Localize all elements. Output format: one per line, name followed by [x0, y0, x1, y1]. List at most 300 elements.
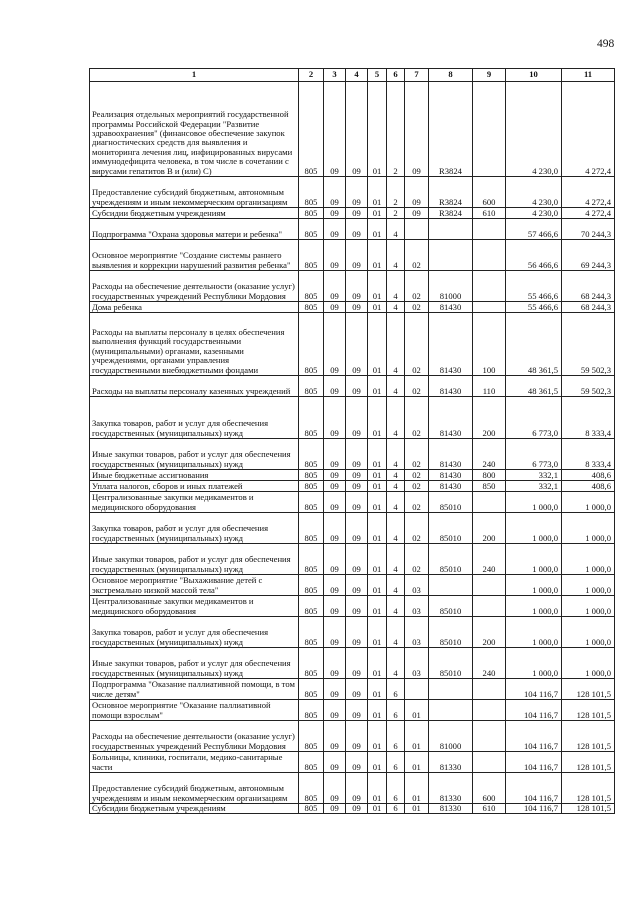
cell-amount-year-2: 69 244,3: [562, 240, 615, 271]
cell-item-name: Централизованные закупки медикаментов и медицинского оборудования: [90, 596, 299, 617]
cell-code-event: 03: [405, 617, 429, 648]
cell-code-expense-type: [473, 596, 506, 617]
cell-item-name: Основное мероприятие "Оказание паллиативной помощи взрослым": [90, 700, 299, 721]
cell-amount-year-1: 1 000,0: [506, 575, 562, 596]
cell-code-program: 01: [368, 721, 387, 752]
cell-code-subsection: 09: [346, 648, 368, 679]
cell-code-expense-type: [473, 752, 506, 773]
cell-code-expense-type: 240: [473, 544, 506, 575]
cell-code-department: 805: [299, 617, 324, 648]
cell-code-event: 03: [405, 596, 429, 617]
cell-code-direction: 81430: [429, 439, 473, 470]
cell-code-department: 805: [299, 302, 324, 313]
cell-amount-year-2: 59 502,3: [562, 376, 615, 397]
cell-amount-year-1: 55 466,6: [506, 271, 562, 302]
cell-code-event: 02: [405, 376, 429, 397]
cell-code-department: 805: [299, 376, 324, 397]
cell-item-name: Дома ребенка: [90, 302, 299, 313]
cell-item-name: Иные бюджетные ассигнования: [90, 470, 299, 481]
cell-code-subprogram: 4: [387, 376, 405, 397]
cell-code-section: 09: [324, 700, 346, 721]
cell-code-subsection: 09: [346, 302, 368, 313]
column-header-5: 5: [368, 69, 387, 82]
cell-code-subprogram: 4: [387, 648, 405, 679]
cell-code-subprogram: 6: [387, 804, 405, 814]
column-header-9: 9: [473, 69, 506, 82]
cell-code-section: 09: [324, 513, 346, 544]
cell-item-name: Основное мероприятие "Создание системы раннего выявления и коррекции нарушений развития ребенка": [90, 240, 299, 271]
cell-code-section: 09: [324, 82, 346, 177]
cell-code-program: 01: [368, 219, 387, 240]
cell-code-event: 03: [405, 648, 429, 679]
page-number: 498: [597, 38, 615, 50]
cell-code-expense-type: 100: [473, 313, 506, 376]
cell-code-department: 805: [299, 177, 324, 208]
header-row: [90, 69, 615, 82]
cell-code-section: 09: [324, 470, 346, 481]
table-row: [90, 271, 615, 302]
cell-code-department: 805: [299, 470, 324, 481]
table-row: [90, 752, 615, 773]
cell-code-event: 09: [405, 82, 429, 177]
table-row: [90, 773, 615, 804]
cell-code-event: 02: [405, 397, 429, 439]
cell-item-name: Расходы на выплаты персоналу в целях обеспечения выполнения функций государственными (муниципальными) органами, казенными учреждениями, органами управления государственными внебюджетными фондами: [90, 313, 299, 376]
cell-code-direction: 81430: [429, 470, 473, 481]
cell-code-direction: [429, 240, 473, 271]
cell-code-direction: 81000: [429, 271, 473, 302]
cell-amount-year-1: 1 000,0: [506, 617, 562, 648]
cell-code-subsection: 09: [346, 271, 368, 302]
cell-code-section: 09: [324, 721, 346, 752]
cell-code-event: 01: [405, 721, 429, 752]
cell-code-expense-type: [473, 219, 506, 240]
cell-code-subsection: 09: [346, 439, 368, 470]
cell-amount-year-2: 128 101,5: [562, 679, 615, 700]
cell-code-subsection: 09: [346, 596, 368, 617]
cell-code-department: 805: [299, 773, 324, 804]
cell-code-program: 01: [368, 240, 387, 271]
cell-code-department: 805: [299, 82, 324, 177]
table-row: [90, 575, 615, 596]
cell-code-subprogram: 2: [387, 82, 405, 177]
cell-code-program: 01: [368, 481, 387, 492]
cell-code-subsection: 09: [346, 376, 368, 397]
cell-code-subsection: 09: [346, 240, 368, 271]
cell-code-subprogram: 4: [387, 439, 405, 470]
cell-code-section: 09: [324, 302, 346, 313]
cell-amount-year-2: 128 101,5: [562, 700, 615, 721]
cell-code-event: 02: [405, 313, 429, 376]
column-header-6: 6: [387, 69, 405, 82]
cell-amount-year-1: 1 000,0: [506, 596, 562, 617]
table-row: [90, 470, 615, 481]
cell-item-name: Расходы на обеспечение деятельности (оказание услуг) государственных учреждений Республики Мордовия: [90, 271, 299, 302]
cell-code-program: 01: [368, 596, 387, 617]
cell-code-expense-type: [473, 575, 506, 596]
cell-amount-year-2: 128 101,5: [562, 773, 615, 804]
cell-code-department: 805: [299, 544, 324, 575]
cell-code-department: 805: [299, 481, 324, 492]
cell-amount-year-1: 104 116,7: [506, 773, 562, 804]
table-row: [90, 302, 615, 313]
cell-code-program: 01: [368, 804, 387, 814]
cell-amount-year-1: 1 000,0: [506, 513, 562, 544]
cell-code-subsection: 09: [346, 219, 368, 240]
cell-code-section: 09: [324, 773, 346, 804]
cell-item-name: Субсидии бюджетным учреждениям: [90, 804, 299, 814]
column-header-8: 8: [429, 69, 473, 82]
cell-item-name: Подпрограмма "Оказание паллиативной помощи, в том числе детям": [90, 679, 299, 700]
cell-amount-year-2: 4 272,4: [562, 208, 615, 219]
cell-code-expense-type: 800: [473, 470, 506, 481]
table-row: [90, 513, 615, 544]
cell-code-program: 01: [368, 82, 387, 177]
cell-code-expense-type: [473, 82, 506, 177]
cell-code-expense-type: [473, 700, 506, 721]
cell-amount-year-1: 4 230,0: [506, 82, 562, 177]
cell-code-event: [405, 219, 429, 240]
cell-amount-year-2: 59 502,3: [562, 313, 615, 376]
cell-amount-year-2: 1 000,0: [562, 617, 615, 648]
cell-code-subsection: 09: [346, 773, 368, 804]
cell-code-program: 01: [368, 376, 387, 397]
table-row: [90, 617, 615, 648]
cell-code-direction: 81430: [429, 481, 473, 492]
cell-item-name: Расходы на обеспечение деятельности (оказание услуг) государственных учреждений Республики Мордовия: [90, 721, 299, 752]
cell-code-expense-type: 200: [473, 397, 506, 439]
cell-code-direction: R3824: [429, 177, 473, 208]
cell-code-direction: R3824: [429, 82, 473, 177]
cell-amount-year-2: 128 101,5: [562, 752, 615, 773]
cell-code-program: 01: [368, 208, 387, 219]
cell-code-section: 09: [324, 492, 346, 513]
cell-amount-year-2: 1 000,0: [562, 596, 615, 617]
cell-code-direction: 85010: [429, 648, 473, 679]
cell-code-subprogram: 4: [387, 617, 405, 648]
cell-code-program: 01: [368, 470, 387, 481]
cell-amount-year-1: 6 773,0: [506, 439, 562, 470]
cell-code-subsection: 09: [346, 208, 368, 219]
cell-code-section: 09: [324, 219, 346, 240]
cell-code-subprogram: 4: [387, 397, 405, 439]
cell-code-event: 01: [405, 752, 429, 773]
cell-code-event: 02: [405, 439, 429, 470]
cell-code-expense-type: 610: [473, 208, 506, 219]
table-row: [90, 240, 615, 271]
cell-code-section: 09: [324, 804, 346, 814]
cell-code-subprogram: 4: [387, 302, 405, 313]
cell-code-section: 09: [324, 271, 346, 302]
cell-code-program: 01: [368, 617, 387, 648]
cell-code-program: 01: [368, 492, 387, 513]
table-row: [90, 177, 615, 208]
cell-code-event: 02: [405, 544, 429, 575]
cell-code-program: 01: [368, 439, 387, 470]
cell-code-event: 03: [405, 575, 429, 596]
cell-code-subprogram: 6: [387, 679, 405, 700]
cell-code-direction: 81430: [429, 313, 473, 376]
cell-code-section: 09: [324, 240, 346, 271]
cell-code-subsection: 09: [346, 804, 368, 814]
cell-code-program: 01: [368, 177, 387, 208]
cell-code-department: 805: [299, 397, 324, 439]
cell-code-direction: [429, 575, 473, 596]
cell-code-direction: 85010: [429, 513, 473, 544]
cell-code-department: 805: [299, 513, 324, 544]
cell-amount-year-1: 56 466,6: [506, 240, 562, 271]
cell-code-subsection: 09: [346, 313, 368, 376]
cell-item-name: Реализация отдельных мероприятий государственной программы Российской Федерации "Развитие здравоохранения" (финансовое обеспечение закупок диагностических средств для выявления и мониторинга лечения лиц, инфицированных вирусами иммунодефицита человека, в том числе в сочетании с вирусами гепатитов B и (или) C): [90, 82, 299, 177]
cell-code-subprogram: 4: [387, 544, 405, 575]
cell-code-section: 09: [324, 617, 346, 648]
cell-item-name: Расходы на выплаты персоналу казенных учреждений: [90, 376, 299, 397]
cell-code-department: 805: [299, 804, 324, 814]
table-body: [90, 82, 615, 814]
cell-code-expense-type: [473, 721, 506, 752]
cell-code-program: 01: [368, 575, 387, 596]
table-row: [90, 804, 615, 814]
cell-amount-year-1: 48 361,5: [506, 376, 562, 397]
cell-code-direction: 81430: [429, 302, 473, 313]
cell-code-subprogram: 4: [387, 219, 405, 240]
cell-code-event: 09: [405, 208, 429, 219]
cell-code-direction: 85010: [429, 596, 473, 617]
cell-code-direction: 81330: [429, 804, 473, 814]
cell-code-section: 09: [324, 481, 346, 492]
cell-code-section: 09: [324, 208, 346, 219]
cell-code-expense-type: [473, 302, 506, 313]
cell-code-department: 805: [299, 313, 324, 376]
cell-code-subprogram: 4: [387, 513, 405, 544]
cell-amount-year-2: 68 244,3: [562, 302, 615, 313]
cell-amount-year-2: 70 244,3: [562, 219, 615, 240]
column-header-3: 3: [324, 69, 346, 82]
cell-code-department: 805: [299, 240, 324, 271]
cell-item-name: Централизованные закупки медикаментов и медицинского оборудования: [90, 492, 299, 513]
cell-code-subprogram: 4: [387, 240, 405, 271]
cell-code-expense-type: 600: [473, 177, 506, 208]
cell-code-expense-type: 240: [473, 439, 506, 470]
cell-code-direction: [429, 679, 473, 700]
cell-amount-year-2: 1 000,0: [562, 544, 615, 575]
cell-code-department: 805: [299, 752, 324, 773]
cell-code-program: 01: [368, 648, 387, 679]
column-header-4: 4: [346, 69, 368, 82]
cell-amount-year-2: 8 333,4: [562, 439, 615, 470]
table-row: [90, 208, 615, 219]
cell-code-event: 09: [405, 177, 429, 208]
cell-code-department: 805: [299, 700, 324, 721]
table-row: [90, 376, 615, 397]
cell-code-direction: 81330: [429, 752, 473, 773]
cell-item-name: Основное мероприятие "Выхаживание детей с экстремально низкой массой тела": [90, 575, 299, 596]
cell-item-name: Иные закупки товаров, работ и услуг для обеспечения государственных (муниципальных) нужд: [90, 648, 299, 679]
table-row: [90, 439, 615, 470]
cell-item-name: Предоставление субсидий бюджетным, автономным учреждениям и иным некоммерческим организациям: [90, 773, 299, 804]
cell-amount-year-2: 408,6: [562, 481, 615, 492]
cell-amount-year-1: 104 116,7: [506, 679, 562, 700]
cell-code-event: 02: [405, 481, 429, 492]
cell-amount-year-1: 57 466,6: [506, 219, 562, 240]
cell-code-section: 09: [324, 752, 346, 773]
cell-code-subprogram: 4: [387, 271, 405, 302]
cell-code-event: 02: [405, 302, 429, 313]
table-row: [90, 679, 615, 700]
cell-amount-year-2: 408,6: [562, 470, 615, 481]
cell-code-expense-type: 240: [473, 648, 506, 679]
cell-code-direction: R3824: [429, 208, 473, 219]
cell-code-direction: [429, 219, 473, 240]
cell-code-subprogram: 4: [387, 596, 405, 617]
cell-code-program: 01: [368, 752, 387, 773]
cell-code-subprogram: 6: [387, 773, 405, 804]
column-header-2: 2: [299, 69, 324, 82]
cell-code-event: 02: [405, 240, 429, 271]
cell-code-subsection: 09: [346, 752, 368, 773]
cell-code-subsection: 09: [346, 575, 368, 596]
cell-code-department: 805: [299, 219, 324, 240]
cell-code-program: 01: [368, 700, 387, 721]
cell-code-event: 02: [405, 513, 429, 544]
cell-amount-year-1: 55 466,6: [506, 302, 562, 313]
cell-code-direction: [429, 700, 473, 721]
column-header-10: 10: [506, 69, 562, 82]
table-row: [90, 397, 615, 439]
cell-code-subprogram: 6: [387, 721, 405, 752]
table-row: [90, 544, 615, 575]
cell-code-department: 805: [299, 439, 324, 470]
cell-amount-year-1: 4 230,0: [506, 208, 562, 219]
table-row: [90, 492, 615, 513]
cell-code-department: 805: [299, 679, 324, 700]
cell-item-name: Закупка товаров, работ и услуг для обеспечения государственных (муниципальных) нужд: [90, 617, 299, 648]
cell-code-subsection: 09: [346, 481, 368, 492]
cell-code-program: 01: [368, 302, 387, 313]
cell-item-name: Субсидии бюджетным учреждениям: [90, 208, 299, 219]
cell-code-subsection: 09: [346, 679, 368, 700]
cell-code-event: 01: [405, 773, 429, 804]
budget-table: [89, 68, 615, 814]
cell-code-subsection: 09: [346, 492, 368, 513]
table-row: [90, 648, 615, 679]
cell-code-section: 09: [324, 596, 346, 617]
cell-code-section: 09: [324, 575, 346, 596]
cell-amount-year-1: 332,1: [506, 470, 562, 481]
cell-code-department: 805: [299, 721, 324, 752]
cell-code-direction: 85010: [429, 617, 473, 648]
cell-amount-year-1: 1 000,0: [506, 544, 562, 575]
cell-code-department: 805: [299, 271, 324, 302]
cell-item-name: Закупка товаров, работ и услуг для обеспечения государственных (муниципальных) нужд: [90, 397, 299, 439]
cell-code-subprogram: 6: [387, 700, 405, 721]
cell-item-name: Подпрограмма "Охрана здоровья матери и ребенка": [90, 219, 299, 240]
cell-amount-year-2: 1 000,0: [562, 575, 615, 596]
cell-amount-year-2: 8 333,4: [562, 397, 615, 439]
cell-code-expense-type: 610: [473, 804, 506, 814]
cell-code-program: 01: [368, 544, 387, 575]
cell-code-department: 805: [299, 596, 324, 617]
cell-code-subprogram: 4: [387, 481, 405, 492]
cell-amount-year-1: 332,1: [506, 481, 562, 492]
cell-code-department: 805: [299, 575, 324, 596]
cell-code-section: 09: [324, 397, 346, 439]
column-header-1: 1: [90, 69, 299, 82]
cell-code-section: 09: [324, 648, 346, 679]
cell-code-subprogram: 4: [387, 575, 405, 596]
cell-code-subsection: 09: [346, 617, 368, 648]
table-row: [90, 721, 615, 752]
table-row: [90, 700, 615, 721]
cell-code-expense-type: [473, 679, 506, 700]
cell-code-direction: 85010: [429, 492, 473, 513]
cell-code-department: 805: [299, 208, 324, 219]
cell-code-subsection: 09: [346, 177, 368, 208]
cell-amount-year-2: 1 000,0: [562, 492, 615, 513]
cell-code-subprogram: 4: [387, 492, 405, 513]
cell-code-event: 01: [405, 700, 429, 721]
cell-amount-year-1: 1 000,0: [506, 648, 562, 679]
cell-item-name: Иные закупки товаров, работ и услуг для обеспечения государственных (муниципальных) нужд: [90, 544, 299, 575]
cell-amount-year-1: 104 116,7: [506, 804, 562, 814]
cell-code-program: 01: [368, 679, 387, 700]
cell-code-subsection: 09: [346, 700, 368, 721]
cell-code-subsection: 09: [346, 513, 368, 544]
table-row: [90, 82, 615, 177]
cell-code-subprogram: 2: [387, 208, 405, 219]
cell-amount-year-1: 1 000,0: [506, 492, 562, 513]
cell-code-section: 09: [324, 376, 346, 397]
cell-amount-year-1: 104 116,7: [506, 721, 562, 752]
cell-amount-year-1: 6 773,0: [506, 397, 562, 439]
cell-code-expense-type: 110: [473, 376, 506, 397]
cell-code-subprogram: 4: [387, 470, 405, 481]
cell-amount-year-2: 1 000,0: [562, 513, 615, 544]
cell-code-program: 01: [368, 773, 387, 804]
cell-amount-year-2: 4 272,4: [562, 82, 615, 177]
cell-amount-year-1: 4 230,0: [506, 177, 562, 208]
cell-code-subsection: 09: [346, 721, 368, 752]
cell-item-name: Закупка товаров, работ и услуг для обеспечения государственных (муниципальных) нужд: [90, 513, 299, 544]
cell-code-direction: 85010: [429, 544, 473, 575]
cell-code-section: 09: [324, 313, 346, 376]
cell-code-subprogram: 4: [387, 313, 405, 376]
cell-code-expense-type: 200: [473, 617, 506, 648]
cell-amount-year-2: 4 272,4: [562, 177, 615, 208]
cell-code-event: [405, 679, 429, 700]
cell-code-department: 805: [299, 492, 324, 513]
cell-code-expense-type: 850: [473, 481, 506, 492]
cell-amount-year-2: 1 000,0: [562, 648, 615, 679]
cell-code-section: 09: [324, 439, 346, 470]
cell-code-program: 01: [368, 397, 387, 439]
cell-code-subprogram: 2: [387, 177, 405, 208]
column-header-11: 11: [562, 69, 615, 82]
cell-code-expense-type: [473, 271, 506, 302]
cell-code-expense-type: 600: [473, 773, 506, 804]
cell-code-direction: 81430: [429, 397, 473, 439]
table-row: [90, 481, 615, 492]
cell-code-program: 01: [368, 271, 387, 302]
cell-amount-year-1: 48 361,5: [506, 313, 562, 376]
cell-amount-year-2: 68 244,3: [562, 271, 615, 302]
cell-code-department: 805: [299, 648, 324, 679]
cell-code-direction: 81000: [429, 721, 473, 752]
cell-code-event: 02: [405, 470, 429, 481]
table-row: [90, 219, 615, 240]
cell-code-section: 09: [324, 679, 346, 700]
cell-code-expense-type: 200: [473, 513, 506, 544]
